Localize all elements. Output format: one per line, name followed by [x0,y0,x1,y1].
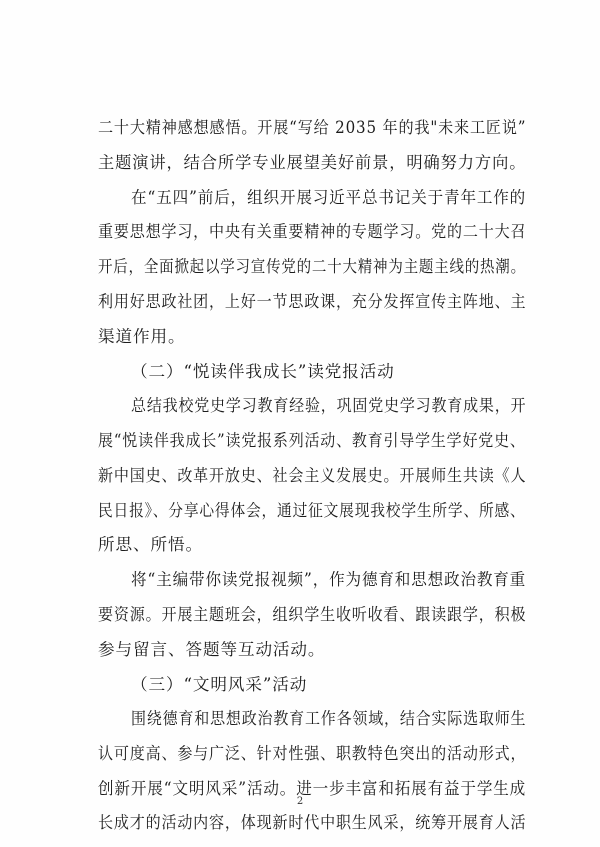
page-number: 2 [296,796,304,807]
body-line: 所思、所悟。 [98,535,203,554]
body-line: 渠道作用。 [98,327,186,346]
body-line: 新中国史、改革开放史、社会主义发展史。开展师生共读《人 [98,466,527,485]
body-line: 展“悦读伴我成长”读党报系列活动、教育引导学生学好党史、 [98,431,526,450]
body-line: 创新开展“文明风采”活动。进一步丰富和拓展有益于学生成 [98,779,527,798]
body-line: 在“五四”前后，组织开展习近平总书记关于青年工作的 [131,188,527,207]
section-heading: （三）“文明风采”活动 [131,675,308,694]
body-line: 二十大精神感想感悟。开展“写给 2035 年的我"未来工匠说” [98,118,527,137]
body-line: 民日报》、分享心得体会，通过征文展现我校学生所学、所感、 [98,501,526,520]
body-line: 利用好思政社团，上好一节思政课，充分发挥宣传主阵地、主 [98,292,527,311]
body-line: 重要思想学习，中央有关重要精神的专题学习。党的二十大召 [98,222,527,241]
body-line: 总结我校党史学习教育经验，巩固党史学习教育成果，开 [131,396,527,415]
body-line: 主题演讲，结合所学专业展望美好前景，明确努力方向。 [98,153,527,172]
body-line: 参与留言、答题等互动活动。 [98,640,326,659]
section-heading: （二）“悦读伴我成长”读党报活动 [131,362,395,381]
body-line: 要资源。开展主题班会，组织学生收听收看、跟读跟学，积极 [98,605,527,624]
body-line: 开后，全面掀起以学习宣传党的二十大精神为主题主线的热潮。 [98,257,526,276]
body-line: 认可度高、参与广泛、针对性强、职教特色突出的活动形式， [98,744,527,763]
body-line: 将“主编带你读党报视频”，作为德育和思想政治教育重 [131,570,527,589]
body-line: 长成才的活动内容，体现新时代中职生风采，统筹开展育人活 [98,813,527,832]
body-line: 围绕德育和思想政治教育工作各领域，结合实际选取师生 [131,709,527,728]
